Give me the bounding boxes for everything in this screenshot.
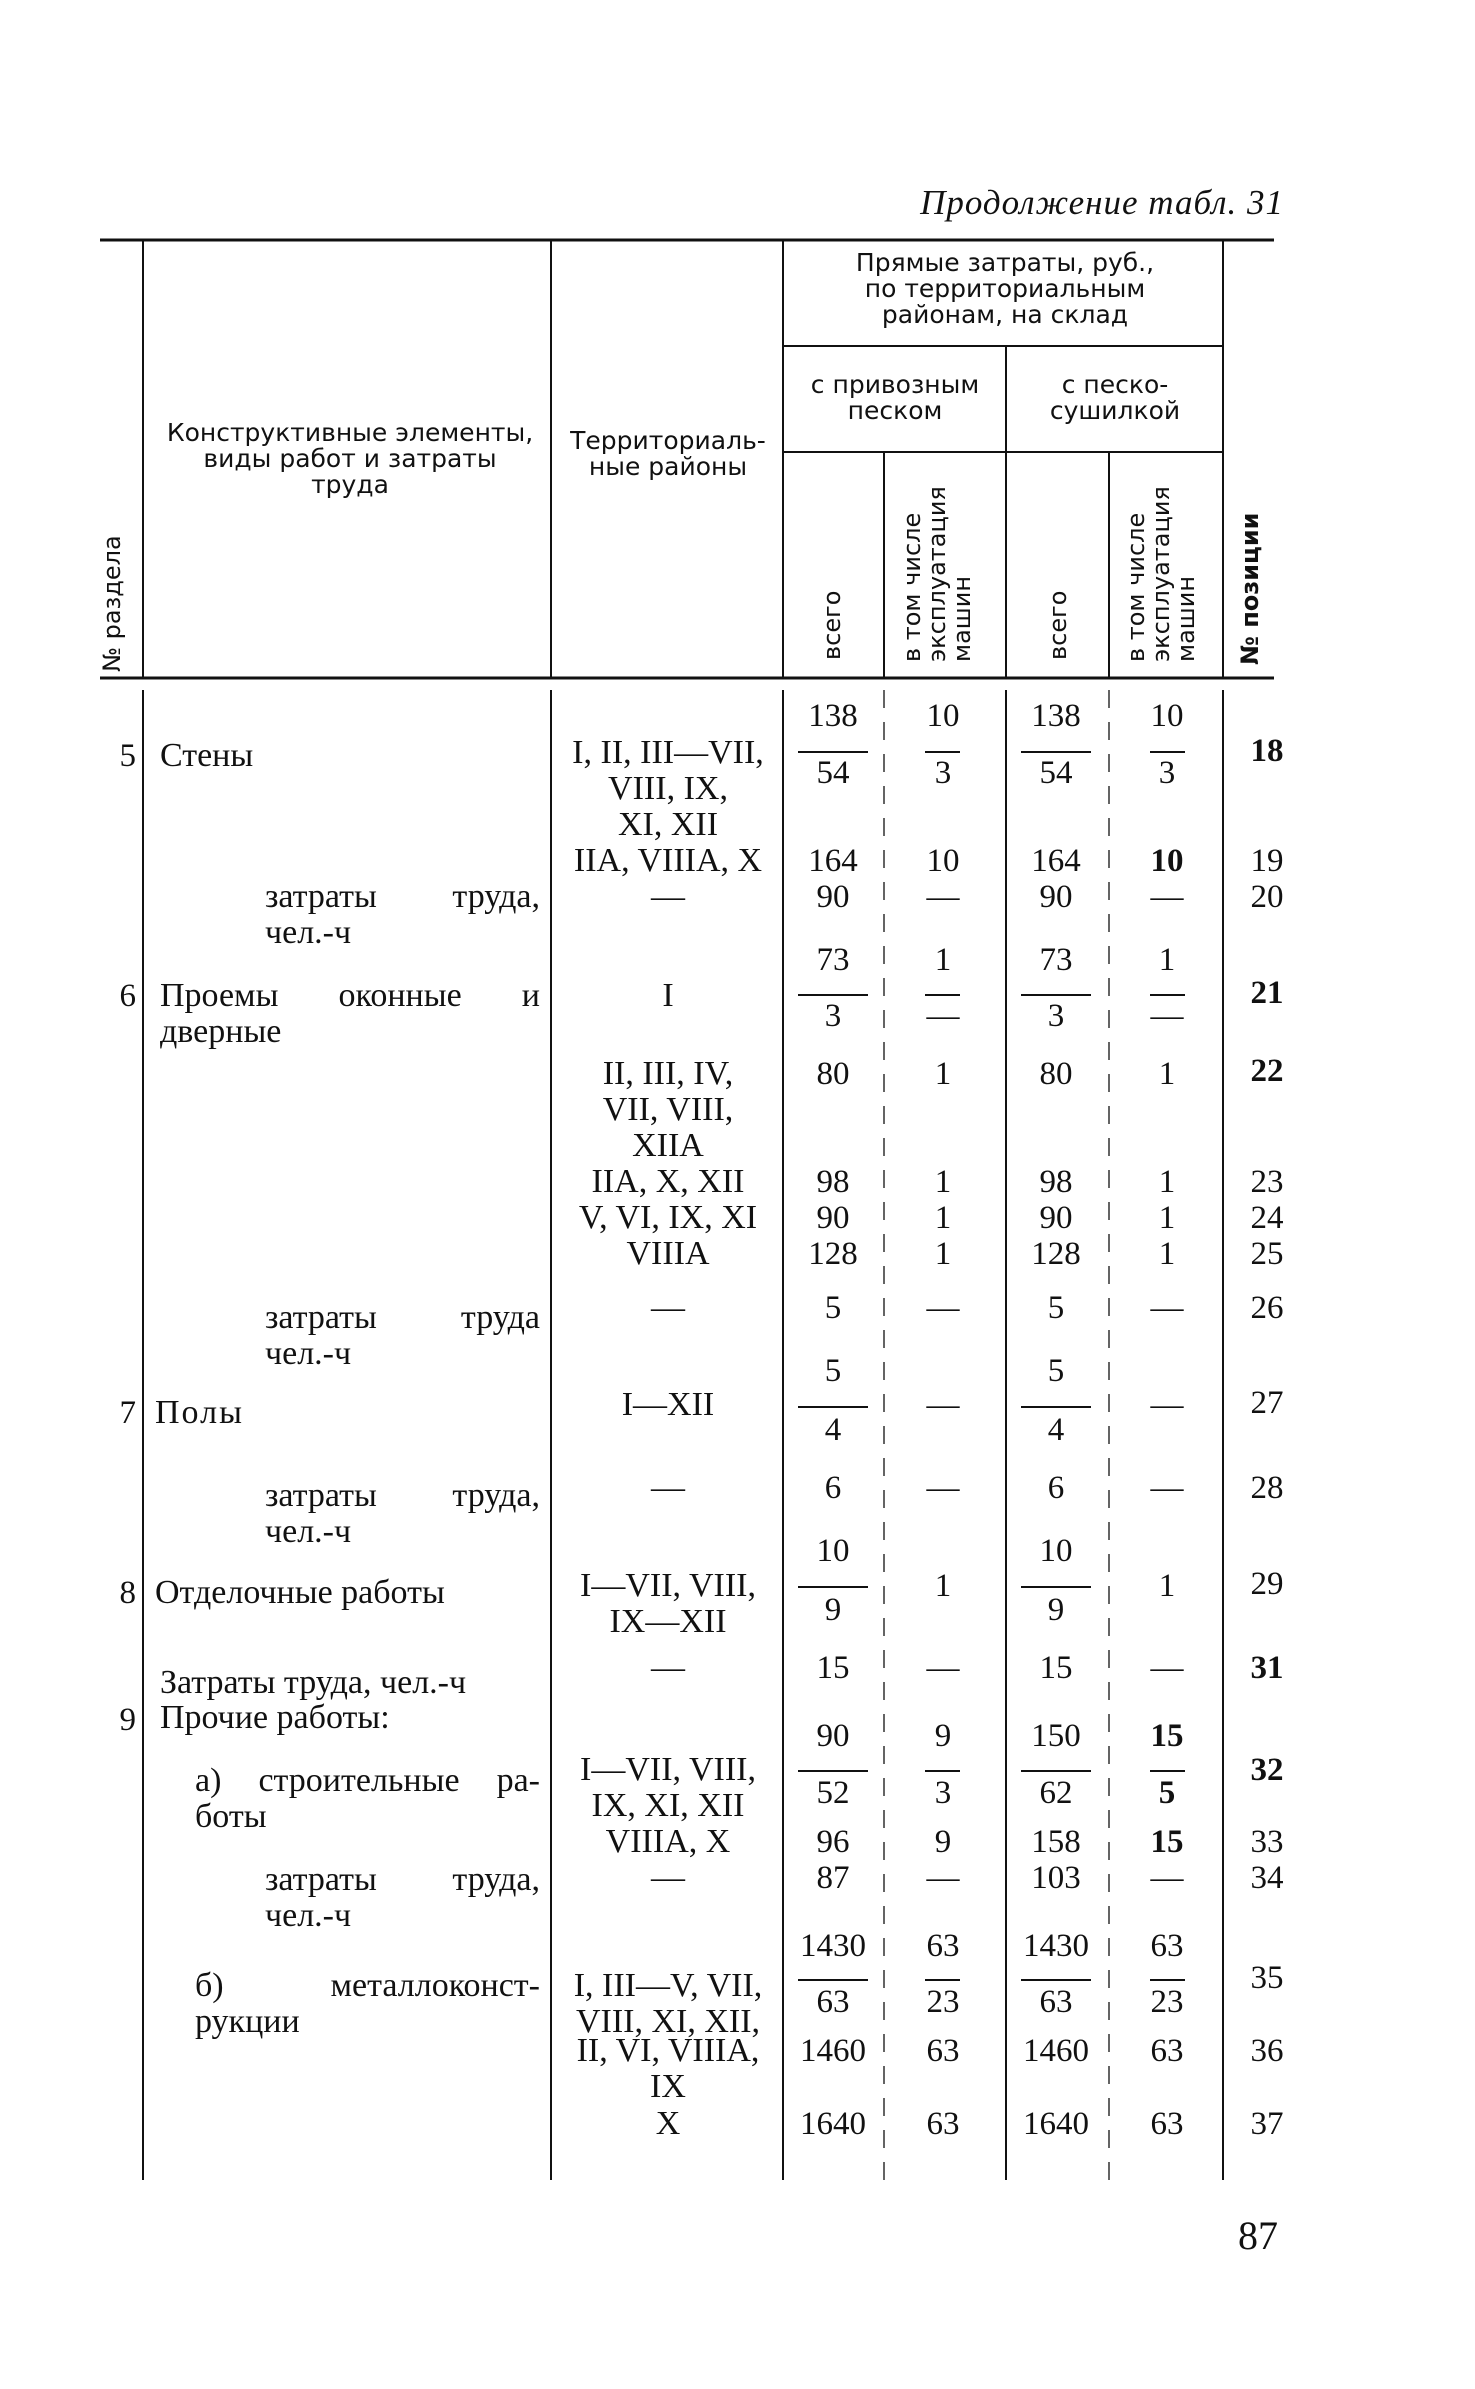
value-cell: 15	[816, 1650, 850, 1686]
header-with-imported-sand: с привозным песком	[810, 370, 980, 425]
value-cell: 1430	[800, 1928, 866, 1964]
value-cell: 6	[824, 1470, 842, 1506]
value-cell: 54	[816, 755, 850, 791]
value-cell: 158	[1031, 1824, 1081, 1860]
region-cell: X	[655, 2105, 681, 2142]
value-cell: 63	[1150, 1928, 1184, 1964]
value-cell: —	[1150, 1470, 1184, 1506]
header-elements: Конструктивные элементы, виды работ и затраты труда	[166, 418, 534, 499]
value-cell: 5	[824, 1353, 842, 1389]
value-cell: 10	[1150, 843, 1184, 879]
value-cell: 15	[1039, 1650, 1073, 1686]
value-cell: 1	[934, 1200, 952, 1236]
position-number: 37	[1250, 2106, 1284, 2142]
value-cell: 4	[824, 1412, 842, 1448]
value-cell: 5	[1047, 1290, 1065, 1326]
value-cell: 87	[816, 1860, 850, 1896]
position-number: 25	[1250, 1236, 1284, 1272]
position-number: 18	[1250, 733, 1284, 769]
section-number: 7	[119, 1395, 136, 1431]
header-total-1: всего	[818, 590, 846, 660]
value-cell: 63	[1150, 2033, 1184, 2069]
value-cell: 3	[824, 998, 842, 1034]
value-cell: 90	[816, 879, 850, 915]
position-number: 34	[1250, 1860, 1284, 1896]
value-cell: —	[926, 1860, 960, 1896]
element-name: Проемы оконные и дверные	[160, 977, 540, 1050]
header-direct-costs: Прямые затраты, руб., по территориальным районам, на склад	[855, 248, 1155, 329]
value-cell: 1460	[800, 2033, 866, 2069]
region-cell: I	[662, 977, 674, 1014]
value-cell: 5	[824, 1290, 842, 1326]
section-number: 9	[119, 1702, 136, 1738]
header-with-sand-dryer: с песко- сушилкой	[1049, 370, 1181, 425]
value-cell: 23	[926, 1984, 960, 2020]
value-cell: 90	[816, 1200, 850, 1236]
element-name: затраты труда, чел.-ч	[265, 878, 540, 951]
value-cell: 90	[816, 1718, 850, 1754]
position-number: 26	[1250, 1290, 1284, 1326]
value-cell: 63	[926, 1928, 960, 1964]
position-number: 32	[1250, 1752, 1284, 1788]
position-number: 35	[1250, 1960, 1284, 1996]
position-number: 20	[1250, 879, 1284, 915]
value-cell: 5	[1158, 1775, 1176, 1811]
value-cell: 3	[1047, 998, 1065, 1034]
value-cell: 63	[816, 1984, 850, 2020]
region-cell: IIA, X, XII	[591, 1163, 745, 1200]
value-cell: —	[926, 998, 960, 1034]
position-number: 22	[1250, 1053, 1284, 1089]
position-number: 24	[1250, 1200, 1284, 1236]
value-cell: 54	[1039, 755, 1073, 791]
value-cell: 1	[1158, 1056, 1176, 1092]
region-cell: I, III—V, VII, VIII, XI, XII,	[573, 1967, 763, 2040]
value-cell: 138	[1031, 698, 1081, 734]
value-cell: 10	[816, 1533, 850, 1569]
value-cell: 138	[808, 698, 858, 734]
region-cell: IIA, VIIIA, X	[573, 842, 763, 879]
value-cell: 1460	[1023, 2033, 1089, 2069]
position-number: 23	[1250, 1164, 1284, 1200]
region-cell: I, II, III—VII, VIII, IX, XI, XII	[572, 734, 764, 843]
value-cell: —	[1150, 1387, 1184, 1423]
value-cell: 96	[816, 1824, 850, 1860]
region-cell: —	[651, 878, 685, 915]
value-cell: 10	[1150, 698, 1184, 734]
value-cell: 164	[808, 843, 858, 879]
value-cell: 23	[1150, 1984, 1184, 2020]
element-name: Прочие работы:	[160, 1699, 390, 1736]
value-cell: 73	[816, 942, 850, 978]
position-number: 19	[1250, 843, 1284, 879]
value-cell: 1	[934, 1568, 952, 1604]
section-number: 6	[119, 978, 136, 1014]
value-cell: —	[1150, 1860, 1184, 1896]
position-number: 31	[1250, 1650, 1284, 1686]
region-cell: II, III, IV, VII, VIII, XIIA	[602, 1055, 734, 1164]
header-regions: Территориаль- ные районы	[570, 426, 766, 481]
position-number: 33	[1250, 1824, 1284, 1860]
value-cell: 52	[816, 1775, 850, 1811]
position-number: 21	[1250, 975, 1284, 1011]
value-cell: 9	[824, 1592, 842, 1628]
header-section-number: № раздела	[98, 535, 126, 672]
value-cell: —	[926, 1470, 960, 1506]
value-cell: 10	[1039, 1533, 1073, 1569]
value-cell: 150	[1031, 1718, 1081, 1754]
region-cell: I—XII	[621, 1386, 715, 1423]
value-cell: —	[926, 1387, 960, 1423]
element-name: затраты труда, чел.-ч	[265, 1861, 540, 1934]
value-cell: 5	[1047, 1353, 1065, 1389]
value-cell: 90	[1039, 1200, 1073, 1236]
section-number: 5	[119, 738, 136, 774]
element-name: Полы	[155, 1394, 244, 1431]
value-cell: 80	[816, 1056, 850, 1092]
value-cell: 63	[926, 2106, 960, 2142]
value-cell: 1640	[800, 2106, 866, 2142]
region-cell: VIIIA	[626, 1235, 710, 1272]
element-name: затраты труда, чел.-ч	[265, 1477, 540, 1550]
value-cell: 63	[1150, 2106, 1184, 2142]
value-cell: 1430	[1023, 1928, 1089, 1964]
header-machines-2: в том числе эксплуатация машин	[1122, 486, 1200, 662]
value-cell: —	[1150, 1290, 1184, 1326]
value-cell: 63	[926, 2033, 960, 2069]
value-cell: 6	[1047, 1470, 1065, 1506]
value-cell: 164	[1031, 843, 1081, 879]
value-cell: 1	[1158, 1236, 1176, 1272]
element-name: Отделочные работы	[155, 1574, 445, 1611]
value-cell: —	[926, 1650, 960, 1686]
value-cell: 128	[808, 1236, 858, 1272]
element-name: Стены	[160, 737, 254, 774]
header-machines-1: в том числе эксплуатация машин	[898, 486, 976, 662]
value-cell: —	[1150, 998, 1184, 1034]
value-cell: 15	[1150, 1718, 1184, 1754]
region-cell: VIIIA, X	[605, 1823, 731, 1860]
value-cell: 98	[816, 1164, 850, 1200]
value-cell: —	[1150, 879, 1184, 915]
value-cell: 1	[934, 942, 952, 978]
region-cell: —	[651, 1469, 685, 1506]
value-cell: 10	[926, 843, 960, 879]
position-number: 36	[1250, 2033, 1284, 2069]
value-cell: 1	[1158, 1164, 1176, 1200]
element-name: а) строительные ра- боты	[195, 1762, 540, 1835]
value-cell: 80	[1039, 1056, 1073, 1092]
element-name: б) металлоконст- рукции	[195, 1967, 540, 2040]
value-cell: 15	[1150, 1824, 1184, 1860]
region-cell: —	[651, 1649, 685, 1686]
region-cell: —	[651, 1289, 685, 1326]
header-total-2: всего	[1044, 590, 1072, 660]
region-cell: I—VII, VIII, IX, XI, XII	[580, 1751, 756, 1824]
value-cell: 1	[1158, 942, 1176, 978]
value-cell: 3	[934, 1775, 952, 1811]
value-cell: 1	[934, 1164, 952, 1200]
value-cell: 1640	[1023, 2106, 1089, 2142]
value-cell: 3	[1158, 755, 1176, 791]
region-cell: —	[651, 1859, 685, 1896]
header-position-number: № позиции	[1236, 512, 1264, 665]
value-cell: 128	[1031, 1236, 1081, 1272]
value-cell: 9	[934, 1718, 952, 1754]
value-cell: —	[926, 1290, 960, 1326]
element-name: Затраты труда, чел.-ч	[160, 1664, 467, 1701]
value-cell: 10	[926, 698, 960, 734]
value-cell: 3	[934, 755, 952, 791]
value-cell: 9	[934, 1824, 952, 1860]
region-cell: V, VI, IX, XI	[578, 1199, 758, 1236]
section-number: 8	[119, 1575, 136, 1611]
value-cell: 63	[1039, 1984, 1073, 2020]
position-number: 29	[1250, 1566, 1284, 1602]
region-cell: I—VII, VIII, IX—XII	[580, 1567, 756, 1640]
value-cell: 1	[1158, 1200, 1176, 1236]
value-cell: 90	[1039, 879, 1073, 915]
value-cell: —	[926, 879, 960, 915]
value-cell: 62	[1039, 1775, 1073, 1811]
value-cell: 98	[1039, 1164, 1073, 1200]
page-number: 87	[1238, 2213, 1278, 2258]
value-cell: 9	[1047, 1592, 1065, 1628]
value-cell: 1	[1158, 1568, 1176, 1604]
value-cell: 1	[934, 1236, 952, 1272]
position-number: 27	[1250, 1385, 1284, 1421]
value-cell: 103	[1031, 1860, 1081, 1896]
value-cell: 73	[1039, 942, 1073, 978]
value-cell: 4	[1047, 1412, 1065, 1448]
value-cell: —	[1150, 1650, 1184, 1686]
element-name: затраты труда чел.-ч	[265, 1299, 540, 1372]
position-number: 28	[1250, 1470, 1284, 1506]
value-cell: 1	[934, 1056, 952, 1092]
table-caption: Продолжение табл. 31	[920, 183, 1284, 222]
region-cell: II, VI, VIIIA, IX	[576, 2032, 760, 2105]
